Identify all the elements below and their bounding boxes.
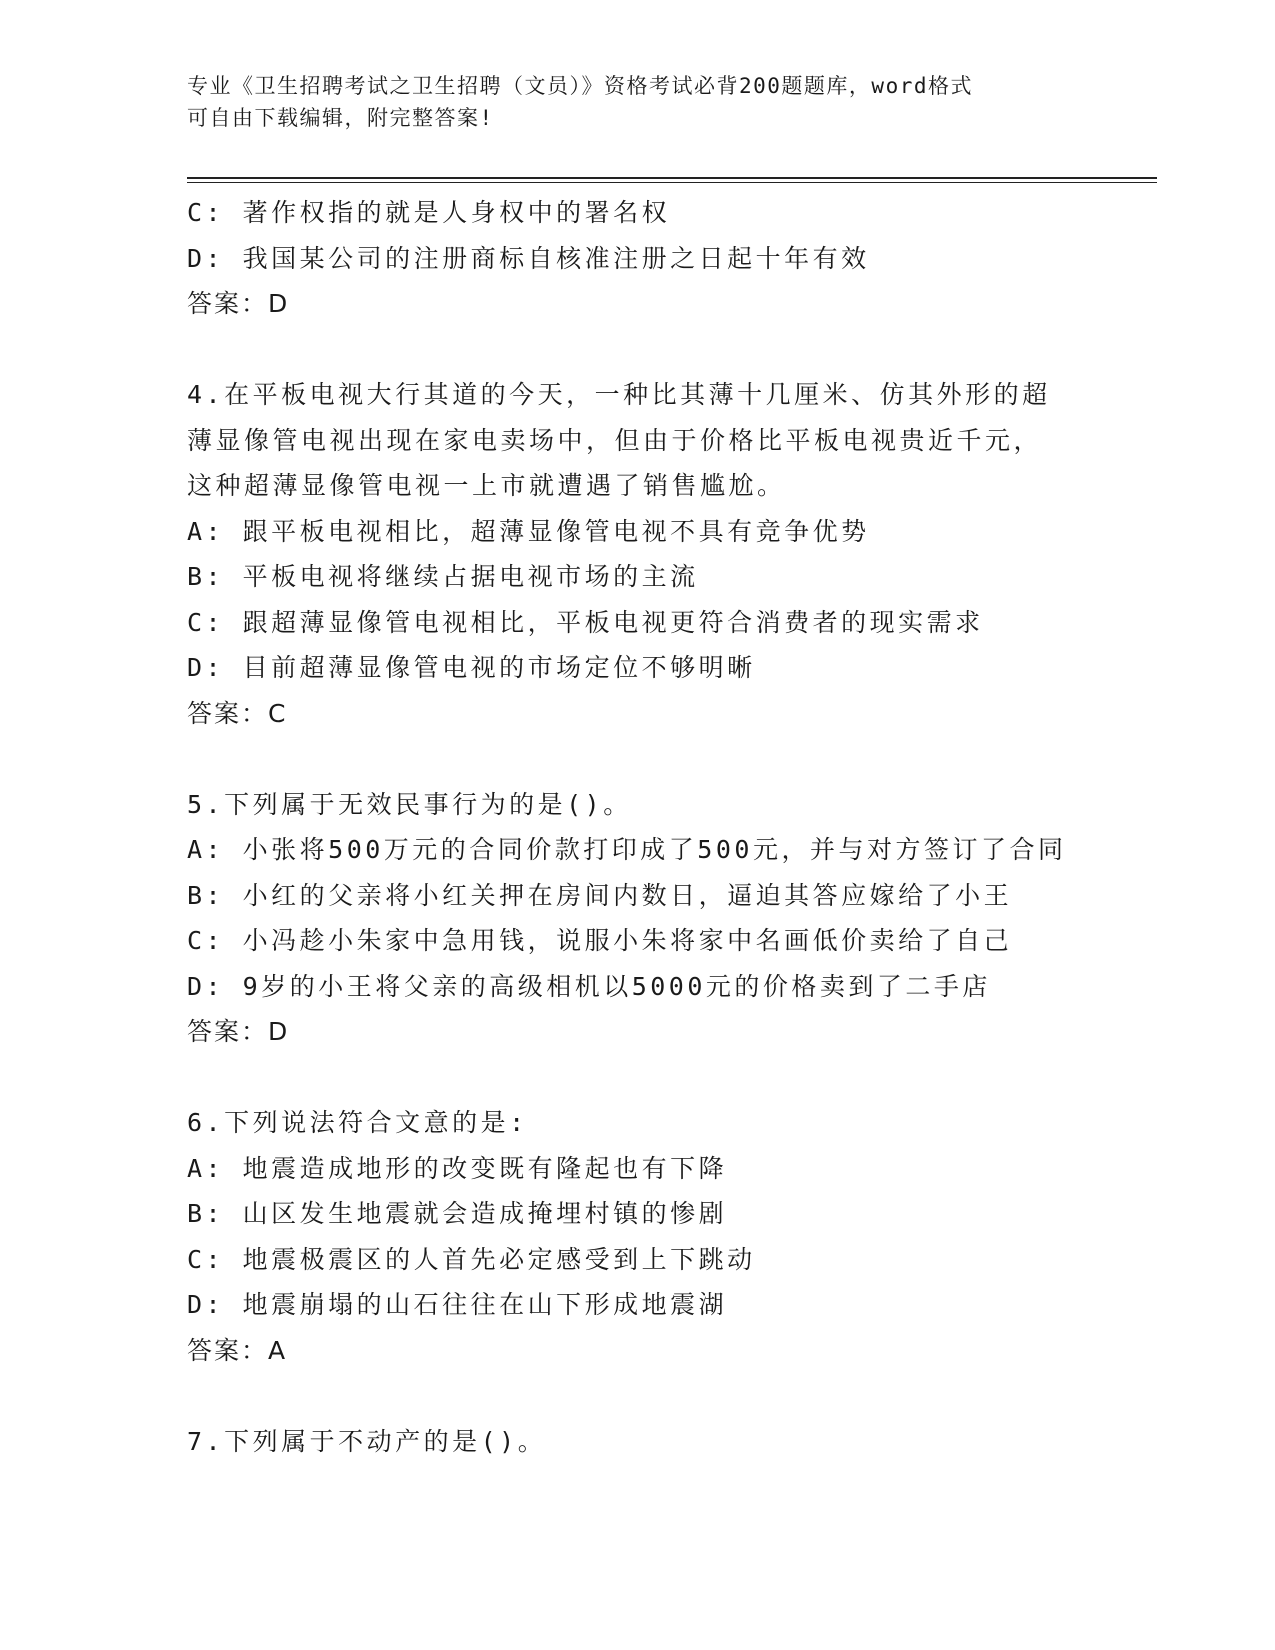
option-b: B: 小红的父亲将小红关押在房间内数日，逼迫其答应嫁给了小王 bbox=[187, 880, 1013, 910]
question-7 bbox=[187, 1419, 1147, 1465]
question-stem: 5.下列属于无效民事行为的是()。 bbox=[187, 789, 632, 819]
question-stem: 4.在平板电视大行其道的今天，一种比其薄十几厘米、仿其外形的超 bbox=[187, 380, 1051, 409]
option-b: B: 平板电视将继续占据电视市场的主流 bbox=[187, 562, 699, 591]
option-d: D: 目前超薄显像管电视的市场定位不够明晰 bbox=[187, 653, 756, 682]
question-3-tail bbox=[187, 190, 1147, 327]
answer-line: 答案：D bbox=[187, 1017, 290, 1046]
header-line-1: 专业《卫生招聘考试之卫生招聘（文员）》资格考试必背200题题库，word格式 bbox=[187, 74, 973, 98]
answer-line: 答案：A bbox=[187, 1335, 288, 1365]
spacer bbox=[187, 1055, 1147, 1101]
spacer bbox=[187, 327, 1147, 373]
question-list bbox=[187, 190, 1147, 1464]
question-stem: 薄显像管电视出现在家电卖场中，但由于价格比平板电视贵近千元， bbox=[187, 425, 1043, 455]
question-stem: 这种超薄显像管电视一上市就遭遇了销售尴尬。 bbox=[187, 471, 786, 500]
header-divider-thin bbox=[187, 182, 1157, 183]
option-c: C: 地震极震区的人首先必定感受到上下跳动 bbox=[187, 1244, 756, 1274]
option-b: B: 山区发生地震就会造成掩埋村镇的惨剧 bbox=[187, 1199, 728, 1228]
spacer bbox=[187, 1373, 1147, 1419]
question-stem: 6.下列说法符合文意的是: bbox=[187, 1108, 528, 1137]
question-4 bbox=[187, 372, 1147, 736]
question-stem: 7.下列属于不动产的是()。 bbox=[187, 1426, 547, 1456]
option-a: A: 小张将500万元的合同价款打印成了500元，并与对方签订了合同 bbox=[187, 835, 1067, 864]
header-divider-thick bbox=[187, 177, 1157, 179]
option-d: D: 我国某公司的注册商标自核准注册之日起十年有效 bbox=[187, 243, 870, 273]
question-6 bbox=[187, 1100, 1147, 1373]
document-header bbox=[187, 70, 1087, 134]
question-5 bbox=[187, 782, 1147, 1055]
option-c: C: 小冯趁小朱家中急用钱，说服小朱将家中名画低价卖给了自己 bbox=[187, 926, 1013, 955]
option-c: C: 跟超薄显像管电视相比，平板电视更符合消费者的现实需求 bbox=[187, 607, 984, 637]
answer-line: 答案：D bbox=[187, 289, 290, 318]
option-a: A: 地震造成地形的改变既有隆起也有下降 bbox=[187, 1153, 728, 1183]
header-line-2: 可自由下载编辑，附完整答案! bbox=[187, 106, 494, 130]
option-d: D: 9岁的小王将父亲的高级相机以5000元的价格卖到了二手店 bbox=[187, 971, 991, 1001]
option-d: D: 地震崩塌的山石往往在山下形成地震湖 bbox=[187, 1290, 728, 1319]
option-a: A: 跟平板电视相比，超薄显像管电视不具有竞争优势 bbox=[187, 516, 870, 546]
spacer bbox=[187, 736, 1147, 782]
answer-line: 答案：C bbox=[187, 698, 288, 728]
option-c: C: 著作权指的就是人身权中的署名权 bbox=[187, 198, 671, 227]
